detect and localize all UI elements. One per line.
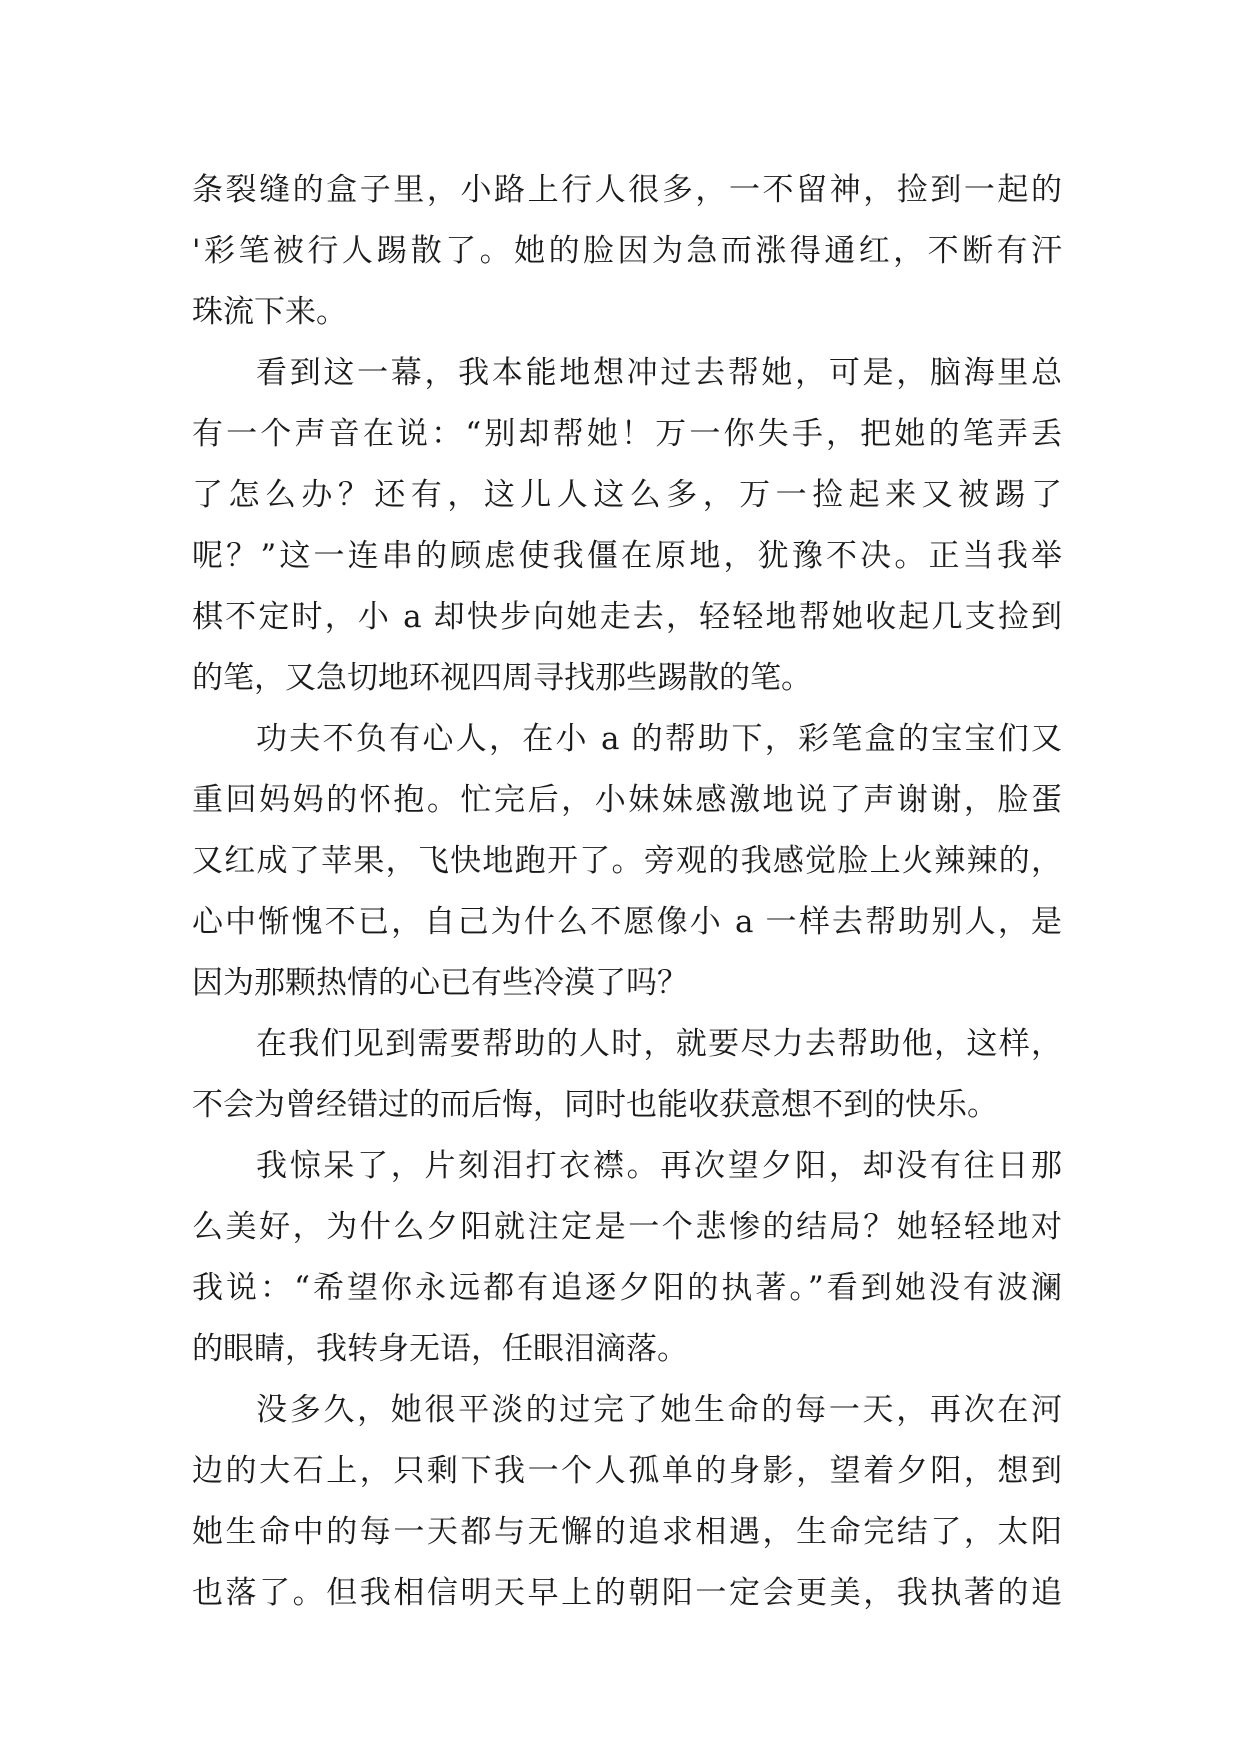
text-line: '彩笔被行人踢散了。她的脸因为急而涨得通红，不断有汗 bbox=[192, 233, 1062, 269]
text-line: 有一个声音在说：“别却帮她！万一你失手，把她的笔弄丢 bbox=[192, 416, 1062, 452]
text-line: 在我们见到需要帮助的人时，就要尽力去帮助他，这样， bbox=[256, 1026, 1062, 1062]
paragraph bbox=[192, 343, 1062, 709]
text-line: 我说：“希望你永远都有追逐夕阳的执著。”看到她没有波澜 bbox=[192, 1270, 1062, 1306]
text-line: 不会为曾经错过的而后悔，同时也能收获意想不到的快乐。 bbox=[192, 1087, 998, 1123]
text-line: 功夫不负有心人，在小 a 的帮助下，彩笔盒的宝宝们又 bbox=[256, 721, 1062, 757]
text-line: 重回妈妈的怀抱。忙完后，小妹妹感激地说了声谢谢，脸蛋 bbox=[192, 782, 1062, 818]
text-line: 条裂缝的盒子里，小路上行人很多，一不留神，捡到一起的 bbox=[192, 172, 1062, 208]
text-line: 么美好，为什么夕阳就注定是一个悲惨的结局？她轻轻地对 bbox=[192, 1209, 1062, 1245]
text-line: 也落了。但我相信明天早上的朝阳一定会更美，我执著的追 bbox=[192, 1575, 1062, 1611]
paragraph bbox=[192, 160, 1062, 343]
paragraph bbox=[192, 1380, 1062, 1624]
paragraph bbox=[192, 1136, 1062, 1380]
text-line: 因为那颗热情的心已有些冷漠了吗？ bbox=[192, 965, 688, 1001]
text-line: 她生命中的每一天都与无懈的追求相遇，生命完结了，太阳 bbox=[192, 1514, 1062, 1550]
text-line: 没多久，她很平淡的过完了她生命的每一天，再次在河 bbox=[256, 1392, 1062, 1428]
text-line: 棋不定时，小 a 却快步向她走去，轻轻地帮她收起几支捡到 bbox=[192, 599, 1062, 635]
text-line: 的笔，又急切地环视四周寻找那些踢散的笔。 bbox=[192, 660, 812, 696]
text-line: 的眼睛，我转身无语，任眼泪滴落。 bbox=[192, 1331, 688, 1367]
paragraph bbox=[192, 1014, 1062, 1136]
text-line: 了怎么办？还有，这儿人这么多，万一捡起来又被踢了 bbox=[192, 477, 1062, 513]
text-line: 呢？”这一连串的顾虑使我僵在原地，犹豫不决。正当我举 bbox=[192, 538, 1062, 574]
document-body bbox=[192, 160, 1062, 1624]
text-line: 边的大石上，只剩下我一个人孤单的身影，望着夕阳，想到 bbox=[192, 1453, 1062, 1489]
text-line: 珠流下来。 bbox=[192, 294, 347, 330]
text-line: 看到这一幕，我本能地想冲过去帮她，可是，脑海里总 bbox=[256, 355, 1062, 391]
text-line: 心中惭愧不已，自己为什么不愿像小 a 一样去帮助别人，是 bbox=[192, 904, 1062, 940]
paragraph bbox=[192, 709, 1062, 1014]
text-line: 又红成了苹果，飞快地跑开了。旁观的我感觉脸上火辣辣的， bbox=[192, 843, 1062, 879]
text-line: 我惊呆了，片刻泪打衣襟。再次望夕阳，却没有往日那 bbox=[256, 1148, 1062, 1184]
